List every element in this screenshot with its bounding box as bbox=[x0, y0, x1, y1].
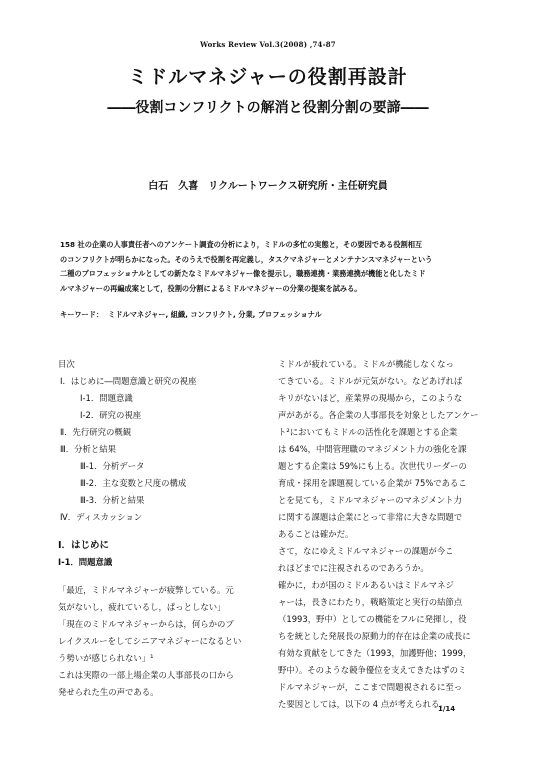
toc-item[interactable]: Ⅰ．はじめに―問題意識と研究の視座 bbox=[60, 376, 197, 386]
right-column bbox=[278, 356, 478, 713]
toc-item[interactable]: Ⅲ-2．主な変数と尺度の構成 bbox=[80, 478, 187, 488]
body-line: ト²においてもミドルの活性化を課題とする企業 bbox=[278, 427, 458, 437]
abstract-line: 158 社の企業の人事責任者へのアンケート調査の分析により，ミドルの多忙の実態と，その要因である役割相互 bbox=[60, 240, 423, 249]
body-line: ドルマネジャーが，ここまで問題視されるに至っ bbox=[278, 682, 463, 692]
body-line: 題とする企業は 59%にも上る。次世代リーダーの bbox=[278, 461, 467, 471]
body-line: 声があがる。各企業の人事部長を対象としたアンケー bbox=[278, 410, 478, 420]
body-line: 有効な貢献をしてきた（1993，加護野他；1999， bbox=[278, 648, 472, 658]
body-line: 気がないし，疲れているし，ぱっとしない」 bbox=[58, 602, 226, 612]
toc-item[interactable]: Ⅲ-1．分析データ bbox=[80, 461, 145, 471]
body-line: 確かに，わが国のミドルあるいはミドルマネジ bbox=[278, 580, 454, 590]
body-line: とを見ても，ミドルマネジャーのマネジメント力 bbox=[278, 495, 462, 505]
body-line: レイクスルーをしてシニアマネジャーになるとい bbox=[58, 636, 242, 646]
body-line: 「最近，ミドルマネジャーが疲弊している。元 bbox=[58, 585, 234, 595]
body-line: た要因としては，以下の 4 点が考えられる。 bbox=[278, 699, 448, 709]
author-line: 白石 久喜 リクルートワークス研究所・主任研究員 bbox=[148, 181, 388, 192]
toc-item[interactable]: Ⅲ．分析と結果 bbox=[60, 444, 117, 454]
toc-item[interactable]: Ⅰ-1．問題意識 bbox=[80, 393, 133, 403]
toc-heading: 目次 bbox=[58, 359, 75, 369]
body-line: さて，なにゆえミドルマネジャーの課題が今こ bbox=[278, 546, 454, 556]
paper-title: ミドルマネジャーの役割再設計 bbox=[128, 66, 408, 88]
body-line: （1993，野中）としての機能をフルに発揮し，役 bbox=[278, 614, 467, 624]
section-heading: Ⅰ．はじめに bbox=[58, 540, 110, 551]
abstract bbox=[60, 238, 480, 296]
abstract-line: ルマネジャーの再編成案として，役割の分割によるミドルマネジャーの分業の提案を試みる。 bbox=[60, 283, 362, 293]
body-line: 育成・採用を課題視している企業が 75%であるこ bbox=[278, 478, 467, 488]
paper-subtitle: ――役割コンフリクトの解消と役割分割の要諦―― bbox=[107, 100, 429, 116]
body-line: てきている。ミドルが元気がない。などあげれば bbox=[278, 376, 463, 386]
body-line: 発せられた生の声である。 bbox=[58, 687, 159, 697]
toc-item[interactable]: Ⅱ．先行研究の概観 bbox=[60, 427, 132, 437]
body-line: ャーは，長きにわたり，戦略策定と実行の結節点 bbox=[278, 597, 463, 607]
body-line: 野中）。そのような競争優位を支えてきたはずのミ bbox=[278, 665, 467, 675]
toc-item[interactable]: Ⅳ．ディスカッション bbox=[60, 512, 143, 522]
body-line: に関する課題は企業にとって非常に大きな問題で bbox=[278, 512, 463, 522]
subsection-heading: Ⅰ-1．問題意識 bbox=[58, 557, 113, 567]
toc-item[interactable]: Ⅲ-3．分析と結果 bbox=[80, 495, 145, 505]
keywords: キーワード： ミドルマネジャー, 組織, コンフリクト, 分業, プロフェッショナル bbox=[60, 310, 322, 319]
page-number: 1/14 bbox=[438, 705, 456, 713]
body-line: ちを統とした発展長の原動力的存在は企業の成長に bbox=[278, 631, 471, 641]
abstract-line: のコンフリクトが明らかになった。そのうえで役割を再定義し，タスクマネジャーとメンテナンスマネジャーという bbox=[60, 254, 433, 264]
journal-citation: Works Review Vol.3(2008) ,74-87 bbox=[200, 40, 336, 49]
body-line: あることは確かだ。 bbox=[278, 529, 354, 539]
body-line: れほどまでに注視されるのであろうか。 bbox=[278, 563, 429, 573]
abstract-line: 二種のプロフェッショナルとしての新たなミドルマネジャー像を提示し，職務連携・業務連携が機能と化したミド bbox=[60, 269, 426, 278]
toc-item[interactable]: Ⅰ-2．研究の視座 bbox=[80, 410, 142, 420]
body-line: ミドルが疲れている。ミドルが機能しなくなっ bbox=[278, 359, 454, 369]
body-line: 「現在のミドルマネジャーからは，何らかのブ bbox=[58, 619, 234, 629]
body-line: キリがないほど，産業界の現場から，このような bbox=[278, 393, 463, 403]
body-line: う勢いが感じられない」¹ bbox=[58, 653, 154, 663]
left-column bbox=[58, 356, 264, 701]
body-line: これは実際の一部上場企業の人事部長の口から bbox=[58, 670, 234, 680]
body-line: は 64%，中間管理職のマネジメント力の強化を課 bbox=[278, 444, 467, 454]
